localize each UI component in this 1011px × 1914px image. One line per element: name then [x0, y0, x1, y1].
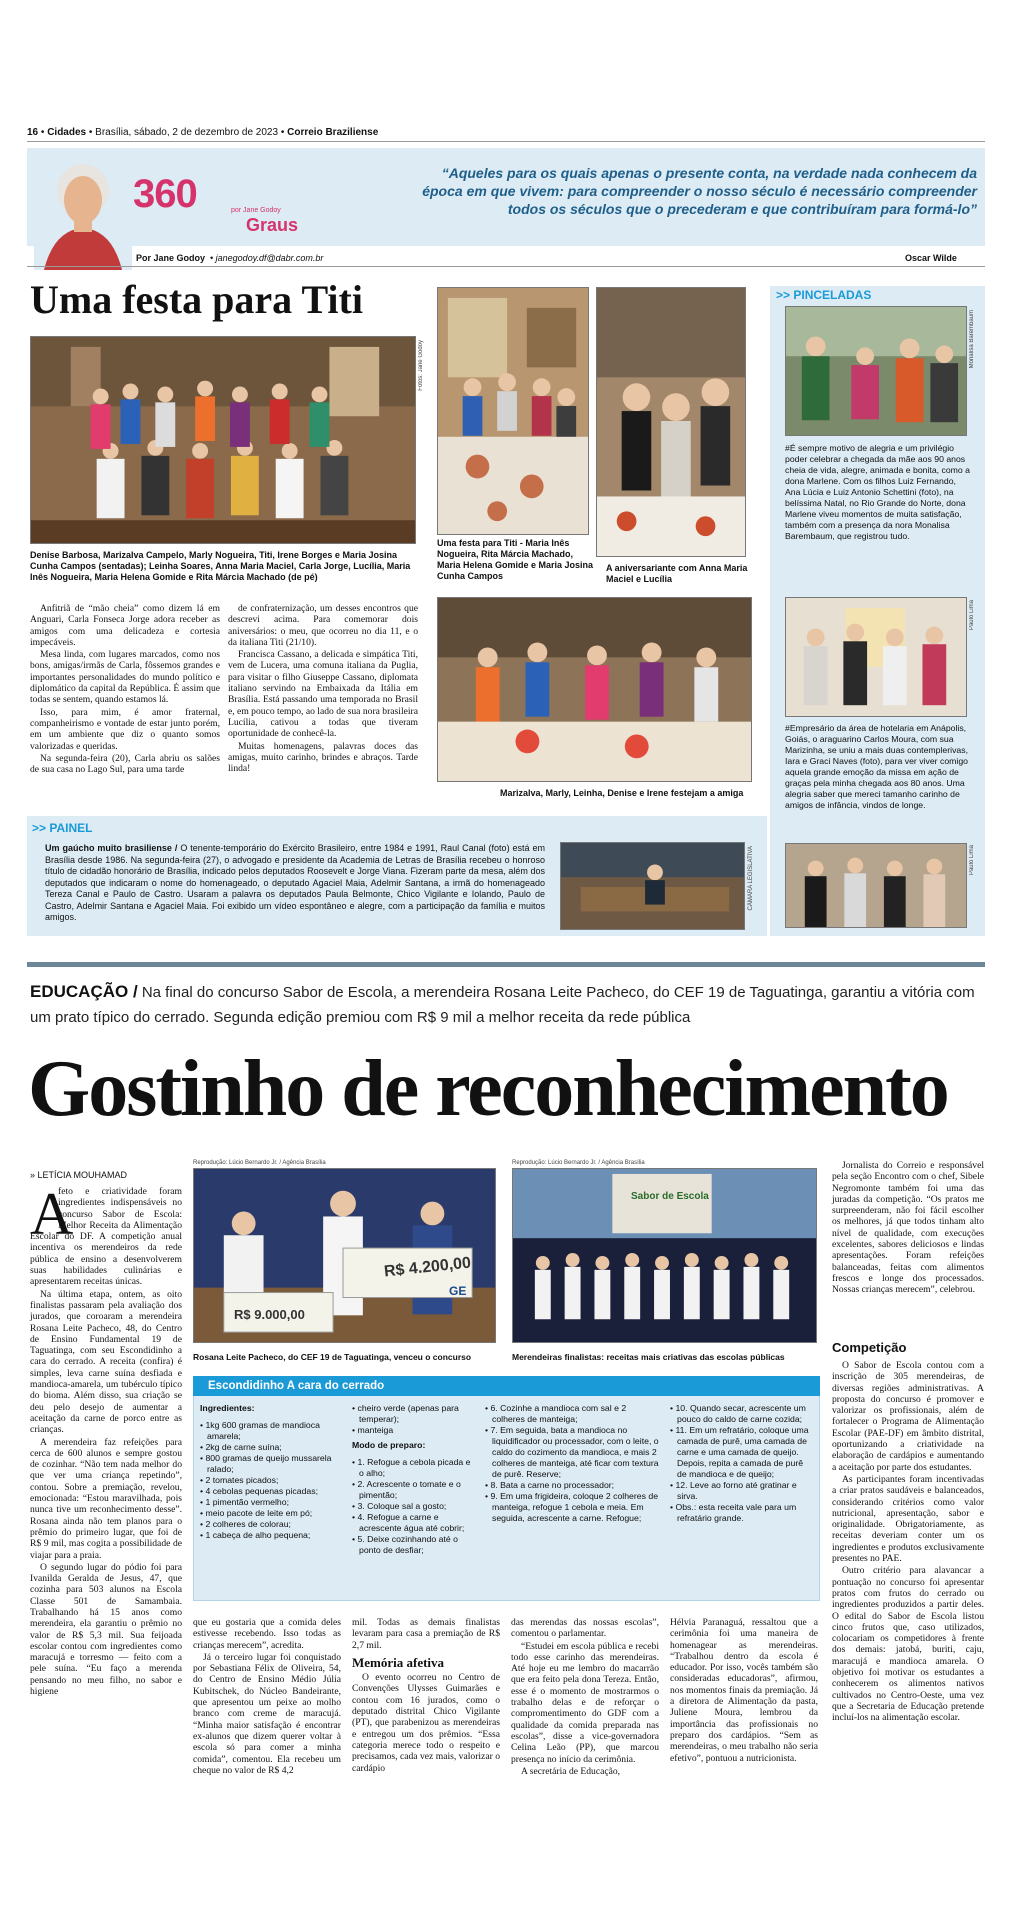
- winner-photo-caption: Rosana Leite Pacheco, do CEF 19 de Taguatinga, venceu o concurso: [193, 1352, 472, 1362]
- painel-photo-image: [561, 843, 744, 929]
- edu-side-p1: Jornalista do Correio e responsável pela seção Encontro com o chef, Sibele Negromonte também foi uma das juradas da competição. “Os pratos me surpreenderam, não foi fácil escolher os melhores, já que todos tinham alto nível de qualidade, com execuções excelentes, sabores deliciosos e lindas apresentações. Foram refeições balanceadas, feitas com alimentos frescos e longe dos processados. Nossas crianças merecem”, celebrou.: [832, 1160, 984, 1296]
- edu-bottom-col1: [193, 1617, 341, 1777]
- ing-8: • 1 cabeça de alho pequena;: [200, 1530, 311, 1540]
- edu-bottom-col4: [670, 1617, 818, 1765]
- step-6: • 7. Em seguida, bata a mandioca no liquidificador ou processador, com o leite, o caldo do cozimento da mandioca, e mais 2 colheres de manteiga, até ficar com textura de purê. Reserve;: [485, 1425, 659, 1479]
- dropcap: A: [30, 1181, 74, 1247]
- painel-credit: CÂMARA LEGISLATIVA: [748, 846, 754, 911]
- step-8: • 9. Em uma frigideira, coloque 2 colheres de manteiga, refogue 1 cebola e meia. Em seguida, acrescente a carne. Refogue;: [485, 1491, 659, 1523]
- winner-photo: [193, 1168, 496, 1343]
- step-5: • 6. Cozinhe a mandioca com sal e 2 colheres de manteiga;: [485, 1403, 627, 1424]
- pinceladas-photo-3-image: [786, 844, 966, 927]
- anna-photo: [596, 287, 746, 557]
- section-divider: [27, 962, 985, 967]
- banner-rule: [27, 266, 985, 267]
- group-photo: [30, 336, 416, 544]
- edu-photo-credit-1: Reprodução: Lúcio Bernardo Jr. / Agência Brasília: [193, 1160, 326, 1166]
- bc4-p1: Hélvia Paranaguá, ressaltou que a cerimônia foi uma maneira de homenagear as merendeiras. “Trabalhou dentro da escola é educador. Por isso, vocês também são consideradas educadoras”, afirmou, nos momentos finais da premiação. Já a diretora de Alimentação da pasta, Juliene Moura, lembrou da importância das profissionais no preparo dos cardápios. “Sem as merendeiras, o meu trabalho não seria efetivo”, pontuou a nutricionista.: [670, 1617, 818, 1764]
- ing-10: • manteiga: [352, 1425, 394, 1435]
- edu-photo-credit-2: Reprodução: Lúcio Bernardo Jr. / Agência Brasília: [512, 1160, 645, 1166]
- pinceladas-photo-2-image: [786, 598, 966, 716]
- recipe-col3: [485, 1403, 660, 1524]
- column-logo: [133, 172, 197, 217]
- step-7: • 8. Bata a carne no processador;: [485, 1480, 615, 1490]
- educacao-byline: » LETÍCIA MOUHAMAD: [30, 1170, 128, 1180]
- page-date: Brasília, sábado, 2 de dezembro de 2023: [95, 127, 279, 138]
- recipe-col2: [352, 1403, 477, 1556]
- edu-p1: [30, 1181, 182, 1288]
- edu-p4: O segundo lugar do pódio foi para Ivanilda Geralda de Jesus, 47, que cozinha para 503 alunos na Escola Classe 501 de Samambaia. Trabalhando há 15 anos como merendeira, ela garantiu o prêmio no valor de R$ 5,3 mil. Sua feijoada escolar contou com ingredientes como maracujá e torresmo — feito com a pele suína. “Eu faço a merenda pensando no meu filho, no sabor e higiene: [30, 1561, 182, 1698]
- festa-p7: Muitas homenagens, palavras doces das amigas, muito carinho, brindes e abraços. Tarde linda!: [228, 740, 418, 775]
- painel-body: O tenente-temporário do Exército Brasileiro, entre 1984 e 1991, Raul Canal (foto) está em Brasília desde 1986. Na segunda-feira (27), o advogado e presidente da Academia de Letras de Brasília recebeu o honroso título de cidadão honorário de Brasília, indicado pelos deputados Roosevelt e Jorge Viana. Fizeram parte da mesa, além dos deputados que indicaram o nome do homenageado, o deputado Agaciel Maia, Adelmir Santana, a irmã do homenageado Tereza Canal e Paulo de Castro. Usaram a palavra os deputados Paula Belmonte, Chico Vigilante e Iolando, Paulo de Castro, Adelmir Santana e Agaciel Maia. Foi exibido um vídeo espontâneo e alegre, com a participação da família e muitos amigos.: [45, 843, 545, 922]
- paper-name: Correio Braziliense: [287, 127, 379, 138]
- table-photo: [437, 287, 589, 535]
- step-10: • 11. Em um refratário, coloque uma camada de purê, uma camada de carne e uma camada de queijo. Depois, repita a camada de purê de mandioca e de queijo;: [670, 1425, 809, 1479]
- finalists-photo: [512, 1168, 817, 1343]
- bc3-p3: A secretária de Educação,: [521, 1765, 621, 1777]
- group-photo-image: [31, 337, 415, 543]
- educacao-kicker: EDUCAÇÃO /: [30, 982, 138, 1001]
- column-quote: “Aqueles para os quais apenas o presente conta, na verdade nada conhecem da época em que vivem: para compreender o nosso século é necessário compreender todos os séculos que o precederam e que contribuíram para formá-lo”: [422, 165, 977, 217]
- painel-lead: Um gaúcho muito brasiliense /: [45, 843, 178, 853]
- edu-p2: Na última etapa, ontem, as oito finalistas passaram pela avaliação dos jurados, que coroaram a merendeira Rosana Leite Pacheco, 48, do Centro de Ensino Fundamental 19 de Taguatinga, com seu Escondidinho a cara do cerrado. A receita (confira) é simples, leva carne suína desfiada e mandioca-amarela, um tubérculo típico do bioma. Além disso, sua criação se deu pelo desejo de aumentar a aceitação da carne de porco entre as crianças.: [30, 1288, 182, 1436]
- comp-p2: As participantes foram incentivadas a criar pratos saudáveis e balanceados, considerando critérios como valor nutricional, apresentação, sabor e originalidade. Obrigatoriamente, as receitas deveriam conter um os ingredientes e produtos exclusivamente presentes no PAE.: [832, 1473, 984, 1565]
- column-author: Por Jane Godoy: [136, 253, 206, 263]
- pinceladas-photo-1-image: [786, 307, 966, 435]
- step-4: • 5. Deixe cozinhando até o ponto de desfiar;: [352, 1534, 458, 1555]
- anna-photo-image: [597, 288, 745, 556]
- edu-p1-text: feto e criatividade foram ingredientes indispensáveis no concurso Sabor de Escola: Melhor Receita da Alimentação Escolar do DF. A competição anual incentiva os merendeiros da rede pública de ensino a desenvolverem suas habilidades culinárias e apresentarem receitas únicas.: [30, 1186, 182, 1288]
- recipe-col4: [670, 1403, 815, 1524]
- page-header: 16 • Cidades • Brasília, sábado, 2 de dezembro de 2023 • Correio Braziliense: [27, 127, 379, 138]
- pinceladas-credit-2: Paulo Lima: [969, 600, 975, 631]
- festa-p6: Francisca Cassano, a delicada e simpática Titi, vem de Lucera, uma comuna italiana da Puglia, para visitar o filho Giuseppe Cassano, diplomata italiano servindo na Embaixada da Itália em Brasília. Está passando uma temporada no Brasil e, em pouco tempo, ao lado de sua nora brasileira Lucília, cativou a todas que tiveram oportunidade de conhecê-la.: [228, 649, 418, 740]
- edu-bottom-col3: [511, 1617, 659, 1778]
- table-photo-caption: Uma festa para Titi - Maria Inês Nogueira, Rita Márcia Machado, Maria Helena Gomide e Maria Josina Cunha Campos: [437, 538, 594, 581]
- festa-col2: [228, 603, 418, 775]
- ing-2: • 800 gramas de queijo mussarela ralado;: [200, 1453, 332, 1474]
- pinceladas-text-1: #É sempre motivo de alegria e um privilégio poder celebrar a chegada da mãe aos 90 anos cheia de vida, alegre, animada e bonita, como a dona Marlene. Com os filhos Luiz Fernando, Ana Lúcia e Luiz Antonio Schettini (foto), na belíssima Natal, no Rio Grande do Norte, dona Marlene viveu momentos de muita satisfação, também com a presença da nora Monalisa Barembaum, que registrou tudo.: [785, 443, 970, 541]
- ing-5: • 1 pimentão vermelho;: [200, 1497, 290, 1507]
- festa-p5: de confraternização, um desses encontros que descrevi acima. Para comemorar dois aniversários: o meu, que ocorreu no dia 11, e o da italiana Titi (21/10).: [228, 603, 418, 648]
- pinceladas-photo-2: [785, 597, 967, 717]
- painel-text: [45, 843, 545, 924]
- festa-photo-credit: Fotos: Jane Godoy: [418, 340, 424, 391]
- marizalva-photo-caption: Marizalva, Marly, Leinha, Denise e Irene festejam a amiga: [500, 788, 744, 798]
- ing-6: • meio pacote de leite em pó;: [200, 1508, 313, 1518]
- finalists-photo-caption: Merendeiras finalistas: receitas mais criativas das escolas públicas: [512, 1352, 785, 1362]
- step-11: • 12. Leve ao forno até gratinar e sirva.: [670, 1480, 797, 1501]
- columnist-portrait: [34, 150, 132, 270]
- bc3-p1: das merendas das nossas escolas”, comentou o parlamentar.: [511, 1617, 659, 1640]
- anna-photo-caption: A aniversariante com Anna Maria Maciel e Lucília: [606, 563, 748, 584]
- pinceladas-text-2: #Empresário da área de hotelaria em Anápolis, Goiás, o araguarino Carlos Moura, com sua Marizinha, se uniu a mais duas contemplerivas, Iara e Graci Naves (foto), para ver viver comigo aquela grande emoção da missa em ação de graças pela minha chegada aos 80 anos. Uma alegria saber que mereci tamanho carinho de amigos de infância, vindos de longe.: [785, 723, 969, 810]
- banner-text: Sabor de Escola: [631, 1191, 709, 1202]
- festa-title: Uma festa para Titi: [30, 277, 363, 322]
- ing-1: • 2kg de carne suína;: [200, 1442, 282, 1452]
- step-12: • Obs.: esta receita vale para um refratário grande.: [670, 1502, 797, 1523]
- comp-p1: O Sabor de Escola contou com a inscrição de 305 merendeiras, de diversas regiões administrativas. A proposta do concurso é promover e valorizar os profissionais, além de fortalecer o Programa de Alimentação Escolar (PAE-DF) em âmbito distrital, oportunizando a criatividade na elaboração de cardápios e aumentando a aceitação por parte dos estudantes.: [832, 1360, 984, 1473]
- marizalva-photo-image: [438, 598, 751, 781]
- header-rule: [27, 141, 985, 142]
- check-logo: GE: [449, 1284, 467, 1298]
- recipe-title: Escondidinho A cara do cerrado: [208, 1380, 385, 1392]
- edu-p3: A merendeira faz refeições para cerca de 600 alunos e sempre gostou de cozinhar. “Não tem nada melhor do que ver uma criança repetindo”, contou. Sobre a premiação, revelou, emocionada: “Estou maravilhada, pois nunca tive um reconhecimento desse”. Rosana ainda não tem planos para o prêmio do primeiro lugar, que foi de R$ 9 mil, mas cogita a possibilidade de viajar para a praia.: [30, 1436, 182, 1561]
- ing-9: • cheiro verde (apenas para temperar);: [352, 1403, 459, 1424]
- bc1-p2: Já o terceiro lugar foi conquistado por Sebastiana Félix de Oliveira, 54, do Centro de Ensino Médio Júlia Kubitschek, do Núcleo Bandeirante, que apresentou um peixe ao molho branco com creme de maracujá. “Minha maior satisfação é encontrar ex-alunos que dizem querer voltar à escola só para comer a minha comida”, comentou. Ela recebeu um cheque no valor de R$ 4,2: [193, 1651, 341, 1776]
- email-text: janegodoy.df@dabr.com.br: [215, 253, 324, 263]
- educacao-deck: Na final do concurso Sabor de Escola, a merendeira Rosana Leite Pacheco, do CEF 19 de Taguatinga, garantiu a vitória com um prato típico do cerrado. Segunda edição premiou com R$ 9 mil a melhor receita da rede pública: [30, 984, 975, 1026]
- section-name: Cidades: [47, 127, 87, 138]
- pinceladas-credit-3: Paulo Lima: [969, 845, 975, 876]
- festa-p3: Isso, para mim, é amor fraternal, companheirismo e vontade de estar junto porém, em um ambiente que diz o quanto somos valorizadas e queridas.: [30, 706, 220, 752]
- educacao-headline: Gostinho de reconhecimento: [28, 1045, 948, 1133]
- columnist-photo: [34, 150, 132, 270]
- step-0: • 1. Refogue a cebola picada e o alho;: [352, 1457, 471, 1478]
- pinceladas-credit-1: Monalisa Barembaum: [969, 310, 975, 369]
- festa-p4: Na segunda-feira (20), Carla abriu os salões de sua casa no Lago Sul, para uma tarde: [30, 752, 220, 776]
- edu-bottom-col2: [352, 1617, 500, 1775]
- group-photo-caption: Denise Barbosa, Marizalva Campelo, Marly Nogueira, Titi, Irene Borges e Maria Josina Cunha Campos (sentadas); Leinha Soares, Anna Maria Maciel, Carla Jorge, Lucília, Maria Inês Nogueira, Maria Helena Gomide e Rita Márcia Machado (de pé): [30, 550, 411, 582]
- check-big-amount: R$ 9.000,00: [234, 1307, 305, 1322]
- ing-3: • 2 tomates picados;: [200, 1475, 279, 1485]
- recipe-col1: [200, 1403, 340, 1541]
- competicao-title: Competição: [832, 1340, 907, 1355]
- pinceladas-label: >> PINCELADAS: [776, 288, 872, 302]
- logo-byline: por Jane Godoy: [231, 207, 281, 214]
- painel-label: >> PAINEL: [32, 821, 93, 835]
- prep-title: Modo de preparo:: [352, 1440, 426, 1450]
- educacao-deck-block: [30, 979, 990, 1030]
- bc2-p2: O evento ocorreu no Centro de Convenções Ulysses Guimarães e contou com 16 jurados, como o deputado distrital Chico Vigilante (PT), que parabenizou as merendeiras e entregou um dos prêmios. “Essa categoria merece todo o respeito e precisamos, cada vez mais, valorizar o cardápio: [352, 1672, 500, 1774]
- table-photo-image: [438, 288, 588, 534]
- marizalva-photo: [437, 597, 752, 782]
- pinceladas-photo-1: [785, 306, 967, 436]
- ing-title: Ingredientes:: [200, 1403, 255, 1413]
- ing-0: • 1kg 600 gramas de mandioca amarela;: [200, 1420, 320, 1441]
- step-9: • 10. Quando secar, acrescente um pouco do caldo de carne cozida;: [670, 1403, 806, 1424]
- quote-author: Oscar Wilde: [905, 253, 957, 263]
- edu-side: [832, 1160, 984, 1297]
- step-1: • 2. Acrescente o tomate e o pimentão;: [352, 1479, 461, 1500]
- bc2-p1: mil. Todas as demais finalistas levaram para casa a premiação de R$ 2,7 mil.: [352, 1617, 500, 1651]
- bc1-p1: que eu gostaria que a comida deles estivesse recebendo. Isso todas as crianças merecem”, acredita.: [193, 1617, 341, 1651]
- memoria-title: Memória afetiva: [352, 1654, 445, 1670]
- logo-word: Graus: [246, 215, 299, 235]
- logo-number: 360: [133, 172, 197, 216]
- page-number: 16: [27, 127, 39, 138]
- step-3: • 4. Refogue a carne e acrescente água até cobrir;: [352, 1512, 465, 1533]
- painel-photo: [560, 842, 745, 930]
- festa-p2: Mesa linda, com lugares marcados, como nos bons, amigas/irmãs de Carla, fôssemos grandes e importantes personalidades do mundo político e diplomático da capital da República. É assim que todas se sentem, quando estamos lá.: [30, 649, 220, 706]
- ing-4: • 4 cebolas pequenas picadas;: [200, 1486, 319, 1496]
- comp-p3: Outro critério para alavancar a pontuação no concurso foi apresentar pratos com frutos do cerrado ou ingredientes produzidos a partir deles. O edital do Sabor de Escola listou cinco frutos que, caso utilizados, colocariam os competidores à frente dos demais: jatobá, buriti, caju, maracujá e mandioca amarela. O objetivo foi motivar os estudantes a conhecerem os alimentos nativos cultivados no Centro-Oeste, uma vez que a Secretaria de Educação pretende incluí-los na alimentação escolar.: [832, 1565, 984, 1724]
- edu-competicao: [832, 1360, 984, 1725]
- edu-col1-first: [30, 1181, 182, 1698]
- festa-col1: [30, 603, 220, 776]
- step-2: • 3. Coloque sal a gosto;: [352, 1501, 447, 1511]
- check-amount: R$ 4.200,00: [383, 1254, 472, 1281]
- bc3-p2: “Estudei em escola pública e recebi todo esse carinho das merendeiras. Até hoje eu me lembro do macarrão que era feito pela dona Tereza. Então, esse é o momento de mostrarmos o trabalho delas e de reforçar o compromentimento do GDF com a qualidade da comida preparada nas escolas”, disse a vice-governadora Celina Leão (PP), que marcou presença no início da cerimônia.: [511, 1640, 659, 1765]
- pinceladas-photo-3: [785, 843, 967, 928]
- festa-p1: Anfitriã de “mão cheia” como dizem lá em Anguari, Carla Fonseca Jorge adora receber as amigos com uma delicadeza e cortesia impecáveis.: [30, 603, 220, 648]
- column-email: • janegodoy.df@dabr.com.br: [210, 253, 324, 263]
- ing-7: • 2 colheres de colorau;: [200, 1519, 291, 1529]
